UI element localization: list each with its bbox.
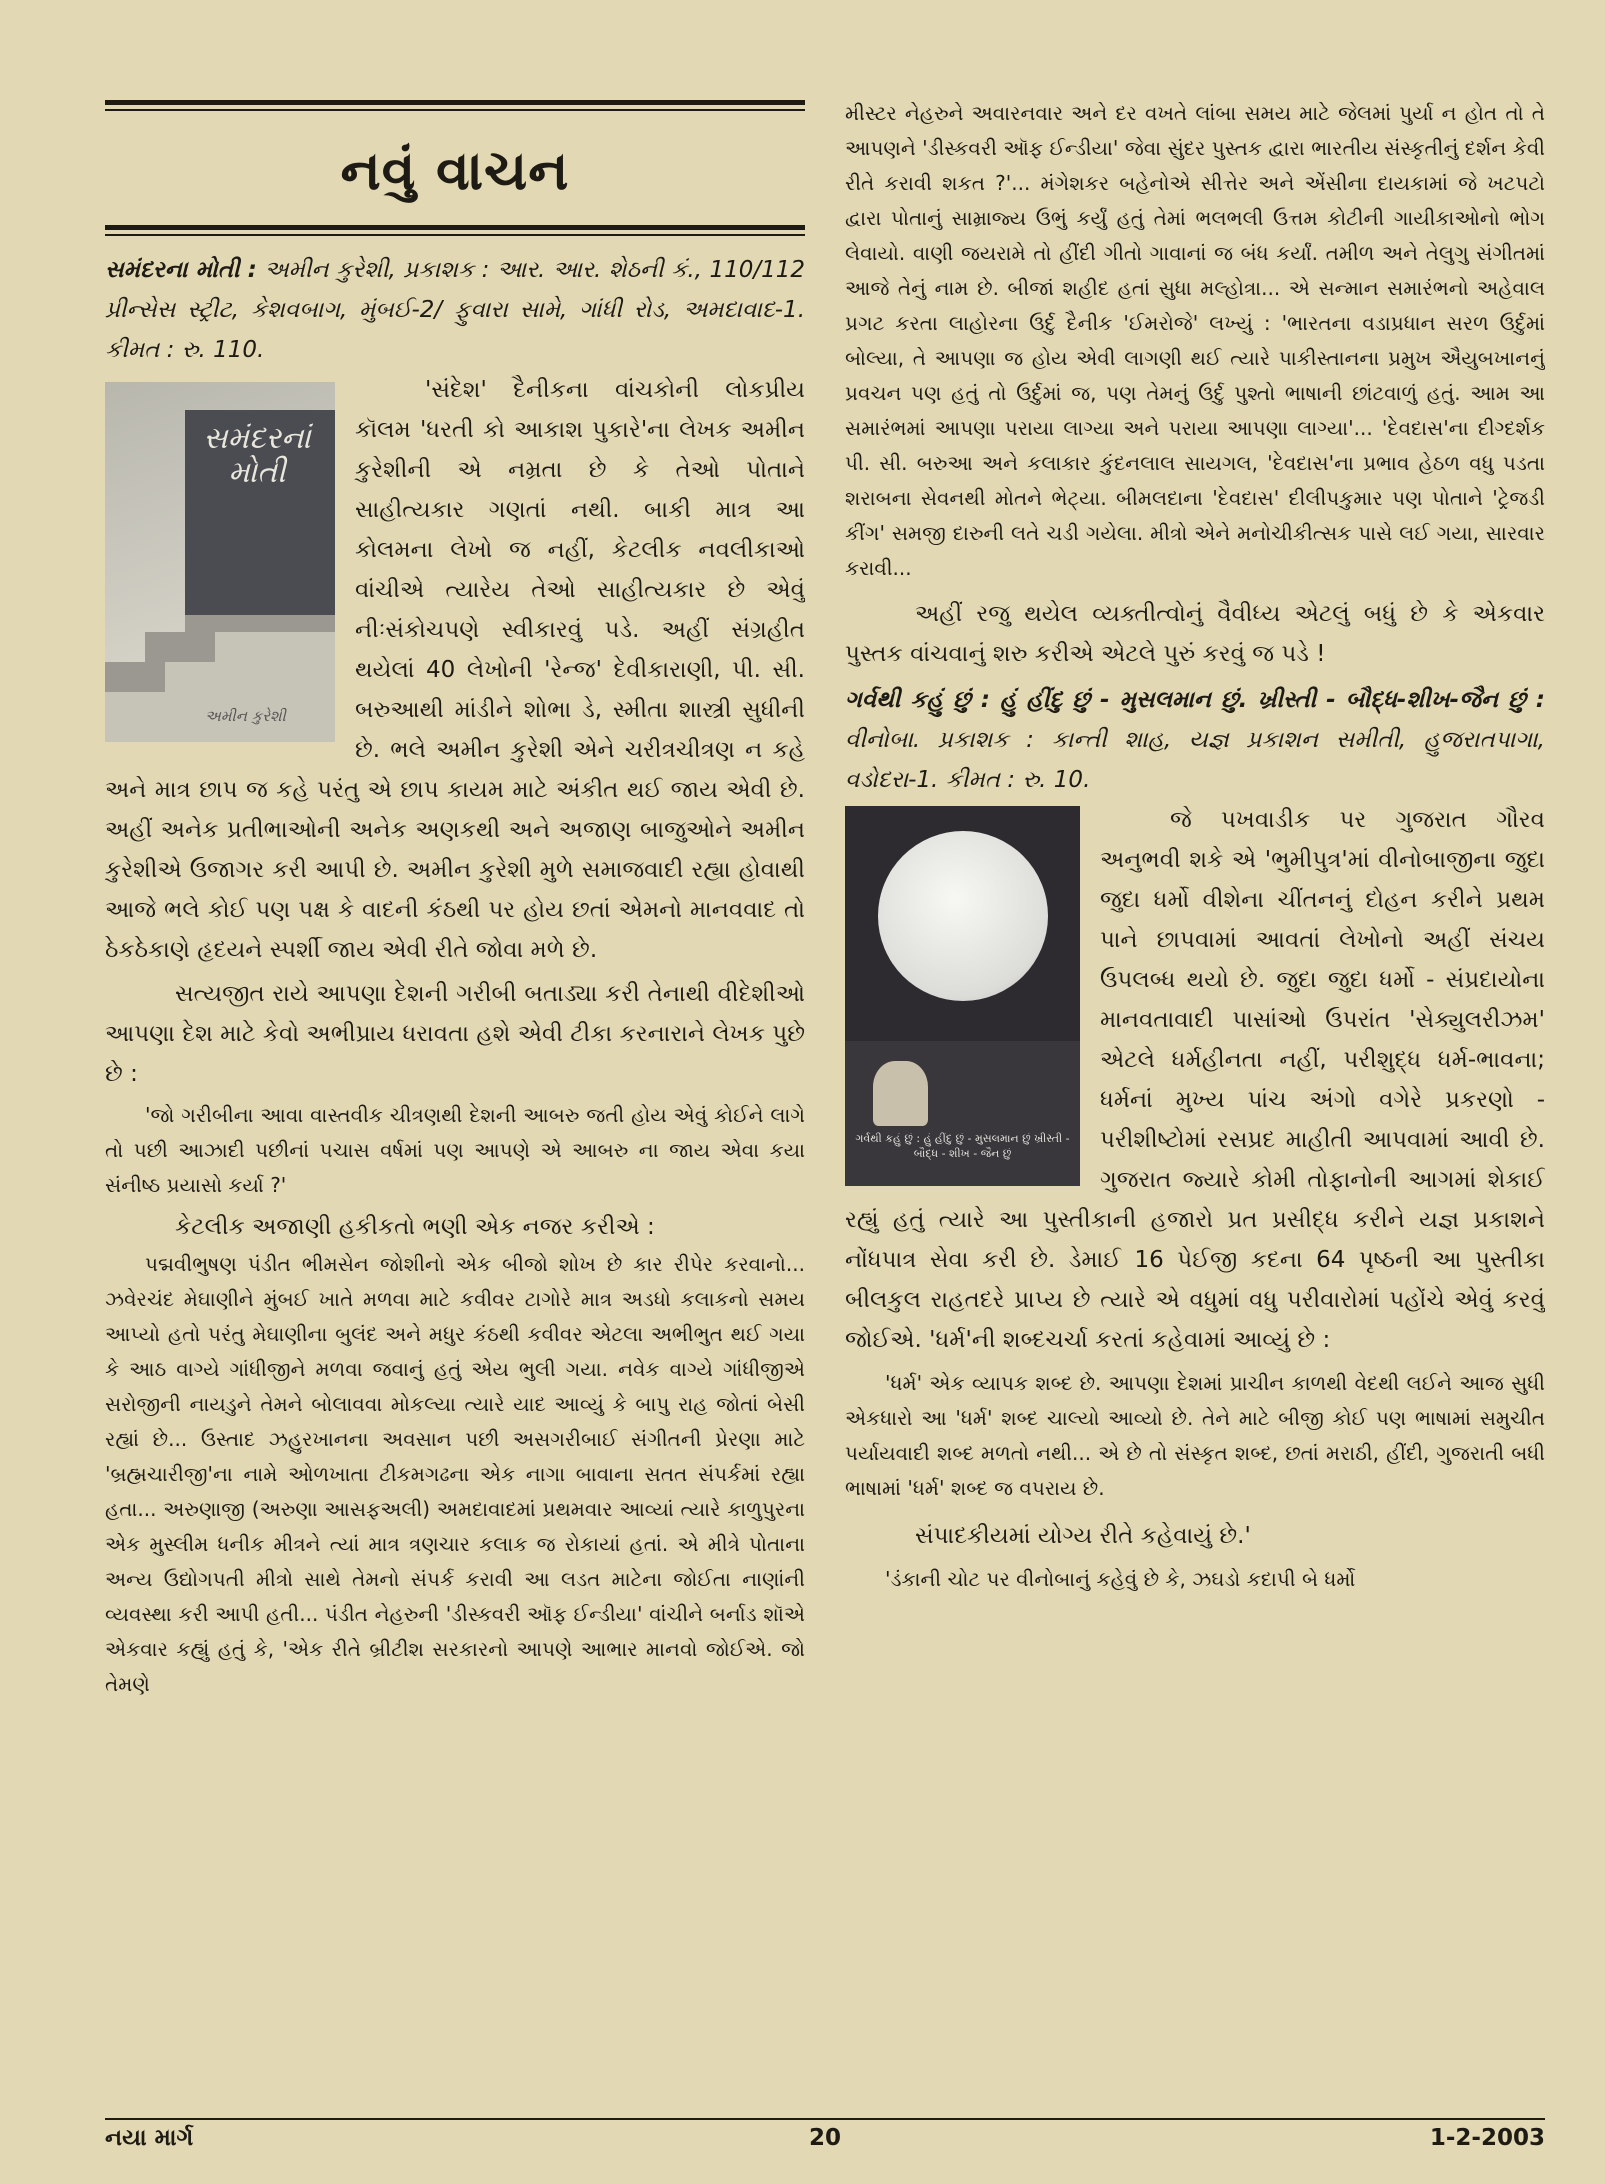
footer-page-number: 20	[808, 2125, 841, 2151]
entry2-para2: સંપાદકીયમાં યોગ્ય રીતે કહેવાયું છે.'	[915, 1523, 1251, 1549]
entry2-heading	[845, 680, 1545, 800]
entry1-details: અમીન કુરેશી, પ્રકાશક : આર. આર. શેઠની કં., 110/112 પ્રીન્સેસ સ્ટ્રીટ, કેશવબાગ, મુંબઈ-2/ ફુવારા સામે, ગાંધી રોડ, અમદાવાદ-1. કીમત : રુ. 110.	[105, 257, 805, 363]
cover-moon-graphic	[878, 831, 1048, 1001]
section-title: નવું વાચન	[340, 139, 570, 202]
left-column	[105, 100, 805, 1702]
title-rule-bottom	[105, 225, 805, 230]
entry1-para3: કેટલીક અજાણી હકીકતો ભણી એક નજર કરીએ :	[175, 1214, 655, 1240]
entry1-title: સમંદરના મોતી :	[105, 257, 257, 283]
page-footer	[105, 2125, 1545, 2165]
entry2-title: ગર્વથી કહું છું : હું હીંદુ છું - મુસલમાન છું. ખ્રીસ્તી - બૌદ્ધ-શીખ-જૈન છું :	[845, 687, 1545, 713]
cover-author: અમીન કુરેશી	[205, 707, 286, 725]
book-cover-samandar	[105, 382, 335, 742]
entry2-details: વીનોબા. પ્રકાશક : કાન્તી શાહ, યજ્ઞ પ્રકાશન સમીતી, હુજરાતપાગા, વડોદરા-1. કીમત : રુ. 10.	[845, 727, 1545, 793]
right-para2: અહીં રજુ થયેલ વ્યક્તીત્વોનું વૈવીધ્ય એટલું બધું છે કે એકવાર પુસ્તક વાંચવાનું શરુ કરીએ એટલે પુરું કરવું જ પડે !	[845, 601, 1545, 667]
footer-rule	[105, 2118, 1545, 2120]
cover-portrait	[873, 1061, 928, 1126]
entry1-para1: 'સંદેશ' દૈનીકના વાંચકોની લોકપ્રીય કૉલમ 'ધરતી કો આકાશ પુકારે'ના લેખક અમીન કુરેશીની એ નમ્રતા છે કે તેઓ પોતાને સાહીત્યકાર ગણતાં નથી. બાકી માત્ર આ કોલમના લેખો જ નહીં, કેટલીક નવલીકાઓ વાંચીએ ત્યારેય તેઓ સાહીત્યકાર છે એવું નીઃસંકોચપણે સ્વીકારવું પડે. અહીં સંગ્રહીત થયેલાં 40 લેખોની 'રેન્જ' દેવીકારાણી, પી. સી. બરુઆથી માંડીને શોભા ડે, સ્મીતા શાસ્ત્રી સુધીની છે. ભલે અમીન કુરેશી એને ચરીત્રચીત્રણ ન કહે અને માત્ર છાપ જ કહે પરંતુ એ છાપ કાયમ માટે અંકીત થઈ જાય એવી છે. અહીં અનેક પ્રતીભાઓની અનેક અણકથી અને અજાણ બાજુઓને અમીન કુરેશીએ ઉજાગર કરી આપી છે. અમીન કુરેશી મુળે સમાજવાદી રહ્યા હોવાથી આજે ભલે કોઈ પણ પક્ષ કે વાદની કંઠથી પર હોય છતાં એમનો માનવવાદ તો ઠેકઠેકાણે હૃદયને સ્પર્શી જાય એવી રીતે જોવા મળે છે.	[105, 377, 805, 963]
title-rule-top	[105, 100, 805, 105]
title-rule-bottom-thin	[105, 234, 805, 236]
entry2-para3: 'ડંકાની ચોટ પર વીનોબાનું કહેવું છે કે, ઝઘડો કદાપી બે ધર્મો	[885, 1567, 1356, 1591]
cover-title: સમંદરનાં મોતી	[203, 421, 311, 490]
footer-publication: નયા માર્ગ	[105, 2125, 194, 2151]
entry1-heading	[105, 250, 805, 370]
book-cover-vinoba	[845, 806, 1080, 1186]
entry2-quote: 'ધર્મ' એક વ્યાપક શબ્દ છે. આપણા દેશમાં પ્રાચીન કાળથી વેદથી લઈને આજ સુધી એકધારો આ 'ધર્મ' શબ્દ ચાલ્યો આવ્યો છે. તેને માટે બીજી કોઈ પણ ભાષામાં સમુચીત પર્યાયવાદી શબ્દ મળતો નથી... એ છે તો સંસ્કૃત શબ્દ, છતાં મરાઠી, હીંદી, ગુજરાતી બધી ભાષામાં 'ધર્મ' શબ્દ જ વપરાય છે.	[845, 1371, 1545, 1500]
footer-date: 1-2-2003	[1429, 2125, 1545, 2151]
entry1-para4: પદ્મવીભુષણ પંડીત ભીમસેન જોશીનો એક બીજો શોખ છે કાર રીપેર કરવાનો... ઝવેરચંદ મેઘાણીને મુંબઈ ખાતે મળવા માટે કવીવર ટાગોરે માત્ર અડધો કલાકનો સમય આપ્યો હતો પરંતુ મેઘાણીના બુલંદ અને મધુર કંઠથી કવીવર એટલા અભીભુત થઈ ગયા કે આઠ વાગ્યે ગાંધીજીને મળવા જવાનું હતું એય ભુલી ગયા. નવેક વાગ્યે ગાંધીજીએ સરોજીની નાયડુને તેમને બોલાવવા મોકલ્યા ત્યારે યાદ આવ્યું કે બાપુ રાહ જોતાં બેસી રહ્યાં છે... ઉસ્તાદ ઝહુરખાનના અવસાન પછી અસગરીબાઈ સંગીતની પ્રેરણા માટે 'બ્રહ્મચારીજી'ના નામે ઓળખાતા ટીકમગઢના એક નાગા બાવાના સતત સંપર્કમાં રહ્યા હતા... અરુણાજી (અરુણા આસફઅલી) અમદાવાદમાં પ્રથમવાર આવ્યાં ત્યારે કાળુપુરના એક મુસ્લીમ ધનીક મીત્રને ત્યાં માત્ર ત્રણચાર કલાક જ રોકાયાં હતાં. એ મીત્રે પોતાના અન્ય ઉદ્યોગપતી મીત્રો સાથે તેમનો સંપર્ક કરાવી આ લડત માટેના જોઈતા નાણાંની વ્યવસ્થા કરી આપી હતી... પંડીત નેહરુની 'ડીસ્કવરી ઑફ ઈન્ડીયા' વાંચીને બર્નાડ શૉએ એકવાર કહ્યું હતું કે, 'એક રીતે બ્રીટીશ સરકારનો આપણે આભાર માનવો જોઈએ. જો તેમણે	[105, 1252, 805, 1696]
entry2-para1: જે પખવાડીક પર ગુજરાત ગૌરવ અનુભવી શકે એ 'ભુમીપુત્ર'માં વીનોબાજીના જુદા જુદા ધર્મો વીશેના ચીંતનનું દોહન કરીને પ્રથમ પાને છાપવામાં આવતાં લેખોનો અહીં સંચય ઉપલબ્ધ થયો છે. જુદા જુદા ધર્મો - સંપ્રદાયોના માનવતાવાદી પાસાંઓ ઉપરાંત 'સેક્યુલરીઝમ' એટલે ધર્મહીનતા નહીં, પરીશુદ્ધ ધર્મ-ભાવના; ધર્મનાં મુખ્ય પાંચ અંગો વગેરે પ્રકરણો - પરીશીષ્ટોમાં રસપ્રદ માહીતી આપવામાં આવી છે. ગુજરાત જ્યારે કોમી તોફાનોની આગમાં શેકાઈ રહ્યું હતું ત્યારે આ પુસ્તીકાની હજારો પ્રત પ્રસીદ્ધ કરીને યજ્ઞ પ્રકાશને નોંધપાત્ર સેવા કરી છે. ડેમાઈ 16 પેઈજી કદના 64 પૃષ્ઠની આ પુસ્તીકા બીલકુલ રાહતદરે પ્રાપ્ય છે ત્યારે એ વધુમાં વધુ પરીવારોમાં પહોંચે એવું કરવું જોઈએ. 'ધર્મ'ની શબ્દચર્ચા કરતાં કહેવામાં આવ્યું છે :	[845, 807, 1545, 1353]
entry1-para2: સત્યજીત રાયે આપણા દેશની ગરીબી બતાડ્યા કરી તેનાથી વીદેશીઓ આપણા દેશ માટે કેવો અભીપ્રાય ધરાવતા હશે એવી ટીકા કરનારાને લેખક પુછે છે :	[105, 981, 805, 1087]
right-para1: મીસ્ટર નેહરુને અવારનવાર અને દર વખતે લાંબા સમય માટે જેલમાં પુર્યા ન હોત તો તે આપણને 'ડીસ્કવરી ઑફ ઈન્ડીયા' જેવા સુંદર પુસ્તક દ્વારા ભારતીય સંસ્કૃતીનું દર્શન કેવી રીતે કરાવી શકત ?'... મંગેશકર બહેનોએ સીત્તેર અને એંસીના દાયકામાં જે ખટપટો દ્વારા પોતાનું સામ્રાજ્ય ઉભું કર્યું હતું તેમાં ભલભલી ઉત્તમ કોટીની ગાયીકાઓનો ભોગ લેવાયો. વાણી જયરામે તો હીંદી ગીતો ગાવાનાં જ બંધ કર્યાં. તમીળ અને તેલુગુ સંગીતમાં આજે તેનું નામ છે. બીજાં શહીદ હતાં સુધા મલ્હોત્રા... એ સન્માન સમારંભનો અહેવાલ પ્રગટ કરતા લાહોરના ઉર્દુ દૈનીક 'ઈમરોજે' લખ્યું : 'ભારતના વડાપ્રધાન સરળ ઉર્દુમાં બોલ્યા, તે આપણા જ હોય એવી લાગણી થઈ ત્યારે પાકીસ્તાનના પ્રમુખ ઐયુબખાનનું પ્રવચન પણ હતું તો ઉર્દુમાં જ, પણ તેમનું ઉર્દુ પુશ્તો ભાષાની છાંટવાળું હતું. આમ આ સમારંભમાં આપણા પરાયા લાગ્યા અને પરાયા આપણા લાગ્યા'... 'દેવદાસ'ના દીગ્દર્શક પી. સી. બરુઆ અને કલાકાર કુંદનલાલ સાયગલ, 'દેવદાસ'ના પ્રભાવ હેઠળ વધુ પડતા શરાબના સેવનથી મોતને ભેટ્યા. બીમલદાના 'દેવદાસ' દીલીપકુમાર પણ પોતાને 'ટ્રેજડી કીંગ' સમજી દારુની લતે ચડી ગયેલા. મીત્રો એને મનોચીકીત્સક પાસે લઈ ગયા, સારવાર કરાવી...	[845, 101, 1545, 580]
entry1-quote1: 'જો ગરીબીના આવા વાસ્તવીક ચીત્રણથી દેશની આબરુ જતી હોય એવું કોઈને લાગે તો પછી આઝાદી પછીનાં પચાસ વર્ષમાં પણ આપણે એ આબરુ ના જાય એવા કયા સંનીષ્ઠ પ્રયાસો કર્યા ?'	[105, 1103, 805, 1197]
cover-text: ગર્વથી કહું છું : હું હીંદુ છું - મુસલમાન છું ખ્રીસ્તી - બૌદ્ધ - શીખ - જૈન છું	[855, 1132, 1070, 1160]
right-column	[845, 96, 1545, 1597]
